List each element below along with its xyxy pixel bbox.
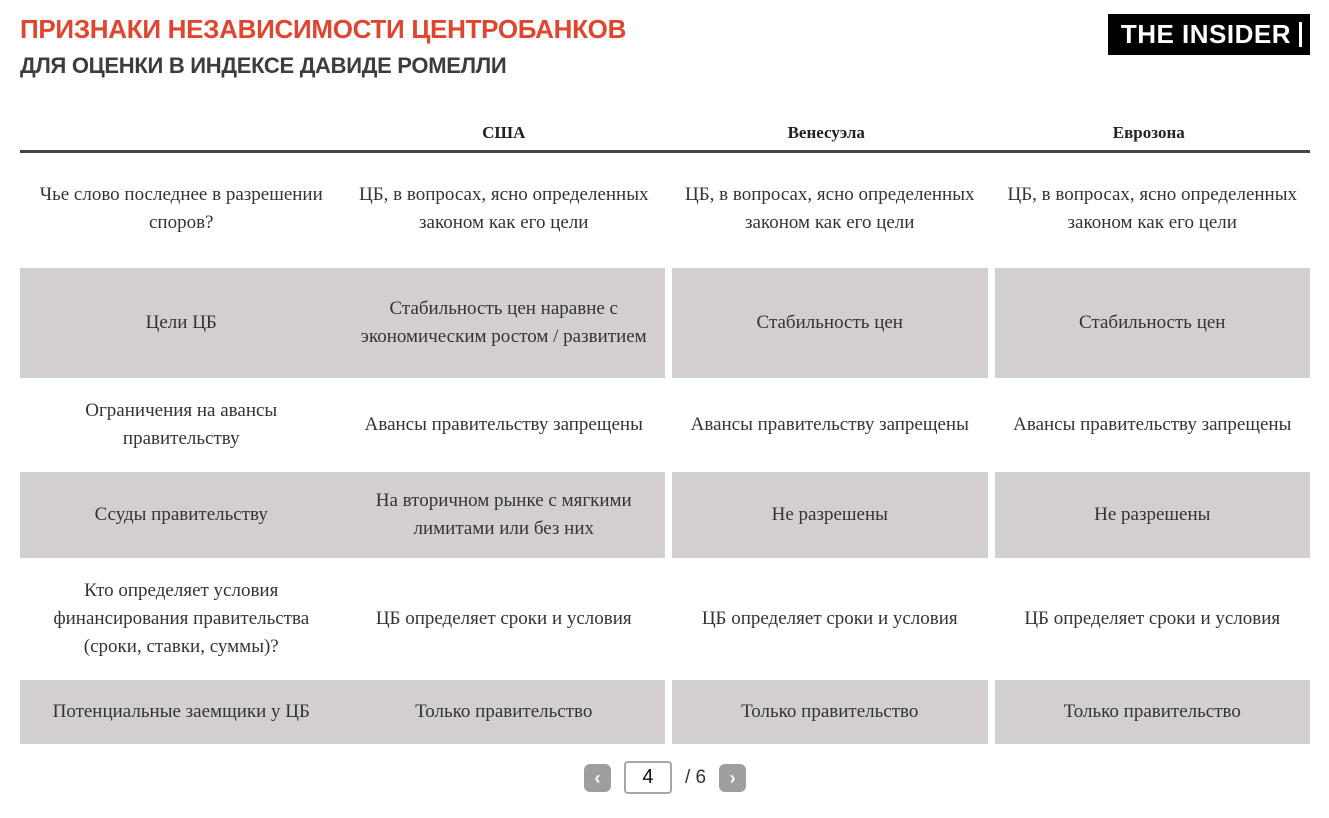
cell-value: Стабильность цен — [988, 268, 1311, 378]
column-header-eurozone: Еврозона — [1112, 122, 1185, 142]
table-row — [20, 472, 1310, 558]
row-label: Чье слово последнее в разрешении споров? — [39, 184, 323, 233]
page-title: ПРИЗНАКИ НЕЗАВИСИМОСТИ ЦЕНТРОБАНКОВ — [20, 14, 627, 44]
row-label: Цели ЦБ — [145, 312, 217, 333]
cell-value: Авансы правительству запрещены — [364, 414, 643, 435]
page-number-input[interactable] — [624, 761, 672, 794]
column-header-venezuela: Венесуэла — [787, 122, 865, 142]
cell-value: Не разрешены — [988, 472, 1311, 558]
row-label: Ссуды правительству — [94, 504, 268, 525]
table-row — [20, 381, 1310, 469]
logo-cursor-bar — [1299, 22, 1302, 47]
cell-value: ЦБ определяет сроки и условия — [665, 561, 988, 677]
row-label: Кто определяет условия финансирования правительства (сроки, ставки, суммы)? — [53, 580, 310, 657]
cell-value: Авансы правительству запрещены — [988, 381, 1311, 469]
cell-value: Только правительство — [665, 680, 988, 744]
cell-value: ЦБ определяет сроки и условия — [375, 608, 632, 629]
page-total-label: / 6 — [684, 766, 707, 788]
cell-value: Стабильность цен — [665, 268, 988, 378]
page-subtitle: ДЛЯ ОЦЕНКИ В ИНДЕКСЕ ДАВИДЕ РОМЕЛЛИ — [20, 53, 507, 78]
table-row — [20, 153, 1310, 265]
cell-value: Авансы правительству запрещены — [665, 381, 988, 469]
cell-value: ЦБ, в вопросах, ясно определенных законом как его цели — [359, 184, 649, 233]
cell-value: На вторичном рынке с мягкими лимитами или без них — [375, 490, 632, 539]
cell-value: Не разрешены — [665, 472, 988, 558]
pagination — [20, 761, 1310, 794]
comparison-table — [20, 115, 1310, 744]
table-row — [20, 680, 1310, 744]
chevron-left-icon: ‹ — [594, 767, 601, 788]
cell-value: Только правительство — [415, 701, 593, 722]
prev-page-button[interactable] — [584, 764, 611, 792]
table-body — [20, 153, 1310, 744]
the-insider-logo — [1108, 14, 1310, 55]
row-label: Потенциальные заемщики у ЦБ — [52, 701, 310, 722]
header — [20, 14, 1310, 79]
next-page-button[interactable] — [719, 764, 746, 792]
cell-value: ЦБ, в вопросах, ясно определенных законом как его цели — [988, 153, 1311, 265]
column-header-empty — [20, 115, 343, 150]
cell-value: Только правительство — [988, 680, 1311, 744]
chevron-right-icon: › — [729, 767, 736, 788]
cell-value: Стабильность цен наравне с экономическим ростом / развитием — [360, 298, 647, 347]
row-label: Ограничения на авансы правительству — [85, 400, 278, 449]
logo-text: THE INSIDER — [1120, 19, 1291, 49]
cell-value: ЦБ, в вопросах, ясно определенных законом как его цели — [665, 153, 988, 265]
table-header-row — [20, 115, 1310, 153]
table-row — [20, 268, 1310, 378]
column-header-usa: США — [482, 122, 526, 142]
cell-value: ЦБ определяет сроки и условия — [988, 561, 1311, 677]
table-row — [20, 561, 1310, 677]
